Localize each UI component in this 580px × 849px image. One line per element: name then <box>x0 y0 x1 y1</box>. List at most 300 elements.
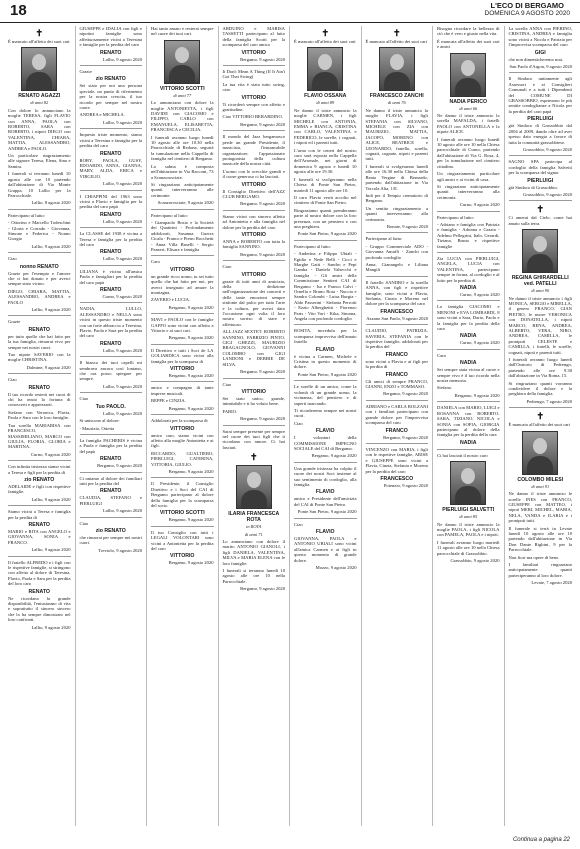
notice-text: ZAVERIO e LUCIA. <box>151 297 191 303</box>
notice-text: Anna, Gianangelo e Liliana Mangili <box>365 261 428 273</box>
notice-text: Non fiori ma opere di bene. <box>508 554 560 560</box>
divider <box>151 477 214 478</box>
notice-text: It Don't Mean A Thing (If It Ain't Got That Swing) <box>222 69 285 80</box>
notice-text: I funerali avranno luogo lunedì 10 agosto alle ore 10.30 nella Parrocchiale di Redona, seguirà la tumulazione nella Cappella di famiglia nel cimitero di Bergamo. <box>151 134 214 162</box>
place-date: Lallio, 9 agosto 2020 <box>31 624 71 630</box>
place-date: Bergamo, 9 agosto 2020 <box>240 251 285 257</box>
notice-text: - Maurizio, Orietta <box>79 425 115 431</box>
notice-text: È mancato all'affetto dei suoi cari <box>365 39 428 44</box>
deceased-name: PIERLUIGI <box>527 116 554 123</box>
deceased-name: RENATO <box>100 49 122 56</box>
age-line: di anni 82 <box>30 100 49 106</box>
notice-text: Sei sempre stata vicina al cuore e sempre vivo è il tuo ricordo nella nostra memoria. <box>437 367 500 384</box>
notice-text: I funerali avranno luogo lunedì dall'Oratorio di Pedrengo, partendo alle ore 9.30 dall'abitazione in Via Roma, 15. <box>508 357 572 379</box>
notice-text: - Adriano e famiglia con Patrizia e famiglia - Adriana e Grazia - Adelmo Pellegrini, Italo, Gerardi, Tiziana, Bruno e rispettive famiglie <box>437 221 500 249</box>
place-date: Lallio, 9 agosto 2020 <box>102 508 142 514</box>
divider <box>366 232 429 233</box>
deceased-name: PIERLUIGI <box>527 177 554 184</box>
place-date: Bergamo, 9 agosto 2020 <box>383 391 428 397</box>
page-header <box>0 0 580 23</box>
age-line: di anni 91 <box>531 483 550 489</box>
notice-text: Lo annunciano con dolore la moglie ANTONIETTA, i figli DAVIDE con GIACOMO e FILIPPO, CARLO con EMANUELA, ELISABETTA, FRANCESCA e CECILIA. <box>151 100 214 133</box>
divider <box>151 344 214 345</box>
place-date: Lallio, 9 agosto 2020 <box>102 181 142 187</box>
age-line: di anni 76 <box>387 100 406 106</box>
notice-text: La CLASSE del 1938 è vicina a Teresa e famiglia per la perdita del caro <box>79 231 142 247</box>
place-date: Curno, 9 agosto 2020 <box>30 451 71 457</box>
divider <box>509 200 573 201</box>
notice-text: un grande ricco uomo, tu sei tutto quello che hai fatto per noi, per averci insegnato ad amare la montagna. <box>151 273 214 295</box>
notice-text: È mancato all'affetto dei suoi cari <box>508 422 571 428</box>
notice-text: I funerali avranno luogo lunedì 10 agosto alle ore 10 nella Chiesa parrocchiale di Curno, partendo dall'abitazione di Via G. Rosa, 4, per la tumulazione nel cimitero cittadino. <box>437 136 500 169</box>
notice-text: - Anderina e Filippo Ubiali - Egidio e Nede Belli - Cicci e Marghe Gatti - Sandro e Pepi Gamba - Daniela Valsecchi e famiglia - Gli amici della Commissione Sentieri CAI di Bergamo - Isa e Franco Calvi - Ornella e Bruno Rota - Nuccia e Sandro Colombi - Luisa Burgia - Aldo Passerini - Stefania Perrotti - Ezzio Albergheitti - Fiorenzo Paris - Vito Vari - Kika, Simona, Angela con profondo cordoglio <box>294 251 357 322</box>
deceased-name: NADIA <box>460 439 477 446</box>
deceased-name: FRANCO <box>385 371 408 378</box>
deceased-name: ILARIA FRANCESCA ROTA <box>228 511 280 524</box>
age-line: di anni 66 <box>459 105 478 111</box>
place-date: Lallio, 9 agosto 2020 <box>31 547 71 553</box>
notice-text: I funerali si svolgeranno lunedì alle ore 16.30 nella Chiesa della Beata Vergine di Bernardo, partendo dall'abitazione in Via Torcola Alta, 1/E. <box>365 163 428 191</box>
notice-text: ROSITA, incredula per la scomparsa improvvisa dell'amato fratello <box>294 328 357 345</box>
notice-text: Grazie <box>79 69 92 75</box>
divider <box>151 209 214 210</box>
notice-text: CLAUDIO, PATRIZIA, SAVERIA, STEFANIA con le rispettive famiglie, addolorati per la perdita del <box>365 328 428 350</box>
notice-text: Il Sindaco unitamente agli Assessori e ai Consiglieri Comunali e a tutti i Dipendenti del COMUNE DI GRASSOBBIO, esprimono le più sentite condoglianze a Nicola per la perdita del caro papà <box>508 76 572 114</box>
notice-text: Ciao <box>79 520 89 526</box>
notice-text: DANIELA con MARIO, LUIGI e ROSANNA con ROBERTO, SARA, TIZIANO, NICOLA e SONIA con SOFIA, GIORGIA partecipano al dolore della famiglia per la perdita della cara <box>437 405 500 438</box>
notice-text: La famiglia GIACOMO e MENONI e EVA LOMBARDI, 8 sono vicini a Sara, Dario, Paolo e la famiglia per la perdita della cara <box>437 304 500 332</box>
place-date: Curno, 9 agosto 2020 <box>102 294 142 299</box>
notice-text: RICCARDO, GUALTIERO, PIERLUIGI, CATERINA, VITTORIA, GIULIO. <box>151 450 214 467</box>
column-4 <box>219 26 291 826</box>
notice-text: Si ringraziano quanti vorranno condividere il dolore e la preghiera della famiglia. <box>508 380 572 397</box>
deceased-name: RENATO <box>28 384 50 391</box>
portrait-photo <box>522 431 558 475</box>
deceased-name: VITTORIO SCOTTI <box>159 510 205 517</box>
divider <box>294 240 357 241</box>
notice-text: ANDREA e MICHELA. <box>79 112 125 118</box>
deceased-name: FRANCESCO <box>380 475 414 482</box>
deceased-name: RENATO <box>100 150 122 157</box>
notice-text: Sarai sempre presente per sempre nel cuore dei tuoi figli che ti ricordano con amore. Ci hai lasciati. <box>222 428 285 450</box>
notice-text: Sei stato unico, grande, inimitabile e ti ho voluto bene. <box>222 395 285 407</box>
notice-text: Ciao <box>8 256 17 262</box>
deceased-name: VITTORIO <box>241 231 266 238</box>
divider <box>294 380 357 381</box>
notice-text: Cara <box>437 352 446 358</box>
portrait-photo <box>450 53 486 97</box>
deceased-name: VITTORIO <box>170 266 195 273</box>
divider <box>223 130 286 131</box>
age-line: in ROTA <box>246 524 262 530</box>
place-date: Bergamo, 9 agosto 2020 <box>168 517 214 523</box>
place-date: Ponte San Pietro, 9 agosto 2020 <box>297 509 357 515</box>
divider <box>80 356 143 357</box>
notice-text: grazie di tutti anni di amicizia, della dedizione nell'organizzazione dei concerti e delle tante emozioni sempre sinfonie dal palco per tutto l'arte e la cultura, per averci dato l'occasione ogni volta il loro nostro sorriso di stare e affettuoso. <box>222 278 285 327</box>
divider <box>223 260 286 261</box>
divider <box>8 460 71 461</box>
deceased-name: nonno RENATO <box>19 263 59 270</box>
divider <box>80 65 143 66</box>
place-date: Levate, 7 agosto 2020 <box>531 580 572 586</box>
deceased-name: VITTORIO <box>241 49 266 56</box>
divider <box>437 401 500 402</box>
divider <box>366 400 429 401</box>
portrait-photo <box>307 47 343 91</box>
divider <box>8 556 71 557</box>
notice-text: NADIA, LULLO, ALESSANDRO e NELLA sono vicini in questo triste momento con un forte abbraccio a Teresina, Flavio, Paola e Sara per la perdita del caro <box>79 306 142 339</box>
notice-text: VINCENZO con MARIA, i figli con le rispettive famiglie, ARISE e GIUSEPPE sono vicini a Flavia, Cinzia, Stefania e Moreno per la perdita del caro <box>365 446 428 474</box>
place-date: Curno, 9 agosto 2020 <box>459 202 500 208</box>
place-date: Lallio, 9 agosto 2020 <box>31 307 71 312</box>
place-date: Bonate, 9 agosto 2020 <box>386 223 428 229</box>
notice-text: Partecipano al lutto: <box>294 243 331 249</box>
notice-text: Caro <box>151 259 160 265</box>
notice-text: che non dimenticheremo mai. <box>508 56 564 62</box>
place-date: Pedrengo, 7 agosto 2020 <box>526 398 572 404</box>
deceased-name: NADIA <box>460 333 477 340</box>
notice-text: Le sorelle di un amico, come la volontà di un grande uomo, la vicinanza, del pensiero e di saperti inarcando. <box>294 384 357 406</box>
notice-text: Tua sorella MARIARISA con FRANCESCO, MASSIMILIANO, MARCO con GIULIA, FLORIA, GLORIA e MARTINA. <box>8 422 71 450</box>
notice-text: Ciao <box>294 521 303 527</box>
place-date: Bergamo, 9 agosto 2020 <box>168 405 214 411</box>
deceased-name: FLAVIO <box>315 489 335 496</box>
deceased-name: VITTORIO <box>241 271 266 278</box>
notice-text: Il fratello ALFREDO e i figli con le rispettive famiglie, si stringono con affetto al dolore di Teresina, Flavio, Paola e Sara per la perdita del loro caro <box>8 559 71 587</box>
deceased-name: RENATO <box>100 287 122 293</box>
age-line: di anni 90 <box>531 288 550 294</box>
deceased-name: RENATO <box>100 211 122 218</box>
notice-text: - Gruppo Commerciale ADO - Giovanna Amuffi - Zanchi con profondo cordoglio <box>365 243 428 260</box>
divider <box>223 378 286 379</box>
notice-text: È mancata all'affetto dei suoi cari e amici <box>437 38 500 50</box>
notice-text: ADELAIDE e figli con rispettive famiglie. <box>8 483 71 495</box>
notice-text: - Giampaolo Bosio e la Società dei Quattrini - Profondamente addolorati, Susanna Guerra Cicala - Franco e Pietro Rocchetti - Anna Villa Buselli - Sergio Panseri, Elisara e famiglia <box>151 219 214 252</box>
place-date: Lallio, 9 agosto 2020 <box>31 243 71 249</box>
deceased-name: zio RENATO <box>95 527 126 534</box>
place-date: Bergamo, 9 agosto 2020 <box>97 463 142 469</box>
place-date: Azzano San Paolo, 9 agosto 2020 <box>366 315 428 321</box>
place-date: Scanzorosciate, 9 agosto 2020 <box>157 200 214 206</box>
deceased-name: GIGI <box>534 49 546 56</box>
age-line: di anni 85 <box>459 514 478 520</box>
deceased-name: FRANCO <box>385 351 408 358</box>
divider <box>8 373 71 374</box>
place-date: Bergamo, 9 agosto 2020 <box>240 586 285 592</box>
deceased-name: zio RENATO <box>24 476 55 483</box>
deceased-name: RENATO <box>28 521 50 528</box>
place-date: Bergamo, 9 agosto 2020 <box>168 335 214 341</box>
notice-text: La salma è composta nell'abitazione in Via Racconi, 73 a Scanzorosciate. <box>151 163 214 180</box>
deceased-name: FLAVIO <box>315 529 335 535</box>
deceased-name: RENATO <box>100 488 122 495</box>
place-date: Bergamo, 9 agosto 2020 <box>454 392 500 398</box>
age-line: di anni 89 <box>316 100 335 106</box>
notice-text: Zia LUCIA con PIERLUIGI, ANGELA, LUCIA con VALENTINA, partecipano sempre in forma, al cordoglio e al lutto per la perdita di <box>437 255 500 283</box>
masthead <box>485 2 571 18</box>
deceased-name: NADIA <box>460 360 477 367</box>
notice-text: Stefano con Veronica, Flavia, Paola e Sara con le loro famiglie. <box>8 409 71 421</box>
notice-text: Ne danno il triste annuncio la moglie CARMEN, i figli MICHELE con ANTONIA, EMMA e BIANCA, CRISTINA con CARLO, VALENTINA e FEDERICO, le sorelle, i cognati, i nipoti ed i parenti tutti. <box>294 107 357 146</box>
notice-text: Siamo vicini a Teresa e famiglia per la perdita di <box>8 509 71 520</box>
place-date: Bergamo, 9 agosto 2020 <box>311 453 357 459</box>
notice-text: I volontari della COMMISSIONE IMPEGNO SOCIALE del CAI di Bergamo. <box>294 435 357 451</box>
place-date: Bergamo, 9 agosto 2020 <box>240 416 285 422</box>
notice-text: Partecipano al lutto: <box>437 214 474 220</box>
divider <box>151 526 214 527</box>
notice-text: Grazie per l'esempio e l'amore che ci hai donato e per averci sempre stato vicino. <box>8 270 71 287</box>
place-date: Bergamo, 9 agosto 2020 <box>240 201 285 207</box>
divider <box>8 209 71 210</box>
notice-text: Con dolore lo annunciano la moglie TERESA, figli FLAVIO con ANNA, PAOLA con ROBERTO, SARA con ROBERTO, i nipoti DIEGO con VALENTINA, CHIARA, MATTIA, ALESSANDRO, ANDREA e PAOLO. <box>8 107 71 151</box>
divider <box>80 265 143 266</box>
place-date: Curno, 9 agosto 2020 <box>459 340 500 346</box>
deceased-name: VITTORIO <box>170 425 195 432</box>
column-2 <box>76 26 148 826</box>
divider <box>437 449 500 450</box>
notice-text: I CHIAPPINI del 1963 sono vicini a Flavio e famiglia per la perdita del caro papà <box>79 193 142 210</box>
notice-text: Ti ricorderò sempre con affetto e gratitudine. <box>222 101 285 113</box>
portrait-photo <box>21 47 57 91</box>
place-date: San Paolo d'Argon, 9 agosto 2020 <box>509 64 572 70</box>
divider <box>8 252 71 253</box>
deceased-name: Tuo PAOLO. <box>95 403 126 410</box>
place-date: Lallio, 9 agosto 2020 <box>102 56 142 62</box>
divider <box>509 407 573 408</box>
deceased-name: FRANCO <box>385 427 408 434</box>
place-date: Bergamo, 9 agosto 2020 <box>240 121 285 127</box>
divider <box>151 381 214 382</box>
divider <box>294 462 357 463</box>
notice-text: LILIANA è vicina all'amica Paola e famigliari per la perdita del caro papà <box>79 268 142 285</box>
notice-text: È mancato all'affetto dei suoi cari <box>294 39 356 44</box>
cross-icon: ✝ <box>321 28 330 38</box>
notice-text: Il Presidente, il Consiglio Direttivo e i Soci del CAI di Bergamo partecipano al dolore della famiglia per la scomparsa del socio <box>151 481 214 508</box>
divider <box>80 128 143 129</box>
notice-text: L'urna con le ceneri del nostro caro sarà esposta nella Cappella dell'Arsenale, nei giorni di domenica 9 agosto e lunedì 10 agosto alle ore 19.30. <box>294 147 357 175</box>
notice-text: Ne danno il triste annuncio i figli MONICA, SERGIO e MIRELLA, il genero FRANCO, GIAN PIETRO, le nuore VERONICA con DONATELLA, i nipoti MARCO, RENA, ANDREA, ALBERTO, VERA, NIRO, ANDREA, CAMILLA, le pronipoti CELESTE e CAMILLA, i fratelli, le sorelle, cognati, nipoti e parenti tutti. <box>508 295 572 355</box>
notice-text: Il caro Flavio verrà accolto nel cimitero di Ponte San Pietro. <box>294 194 357 206</box>
divider <box>366 443 429 444</box>
notice-text: La sorella ANNA con PIERINO, CRISTINA, ANDREA e famiglia sono vicini a Nicola e Patrizia per l'improvvisa scomparsa del caro <box>508 26 572 48</box>
column-3 <box>147 26 219 826</box>
notice-text: ALL JAZZ SEXTET: ROBERTO SANNINO, FABRIZIO PINTO, GIGI GHEZZI, MAURIZIO BRAGAGNOLO, GIOVANNI COLOMBO con GIGI LANDONI e DEBBIE DE SILVA. <box>222 329 285 367</box>
notice-text: Gli amici di sempre FRANCO, GIANNI, ENZO e TOMMASO. <box>365 378 428 390</box>
notice-text: già Sindaco di Grassobbio. <box>508 184 559 190</box>
column-5 <box>290 26 362 826</box>
deceased-name: FLAVIO <box>315 346 335 353</box>
notice-text: Si ringraziano anticipatamente quanti interverranno alle cerimonie. <box>151 181 214 198</box>
notice-text: Ciao <box>79 396 89 402</box>
notice-text: MAVI e PAOLO con le famiglie GAFFO sono vicini con affetto a Vittorio e ai suoi cari. <box>151 317 214 334</box>
deceased-name: RENATO AGAZZI <box>18 93 61 100</box>
deceased-name: RENATO <box>100 249 122 256</box>
divider <box>80 517 143 518</box>
notice-text: Il bianco dei tuoi capelli mi sembrava ancora così lontano, che ora posso spiegare per sempre. <box>79 360 142 382</box>
place-date: Lallio, 9 agosto 2020 <box>102 410 142 416</box>
notice-text: I familiari ringraziano anticipatamente quanti parteciperanno al loro dolore. <box>508 561 572 578</box>
divider <box>80 392 143 393</box>
place-date: Bergamo, 9 agosto 2020 <box>168 560 214 566</box>
deceased-name: VITTORIO <box>241 388 266 395</box>
divider <box>151 414 214 415</box>
deceased-name: COLOMBO MILESI <box>517 476 564 483</box>
notice-text: Ciao VITTORIO BERARDINO. <box>222 114 283 120</box>
divider <box>294 518 357 519</box>
notice-text: Addolorati per la scomparsa di <box>151 418 208 424</box>
column-1 <box>4 26 76 826</box>
divider <box>437 300 500 301</box>
notice-text: Siamo vicini con sincero affetto ad Antonietta e alla famiglia nel dolore per la perdita del caro <box>222 213 285 230</box>
notice-text: È mancato all'affetto dei suoi cari <box>8 39 70 44</box>
notice-text: Tuo nipote SAVERIO con la moglie CHRISTINA. <box>8 352 71 363</box>
notice-text: GIUSEPPE e IDALIA con figli e nipotini famiglie sono affettuosamente vicini a Teresina e famiglie per la perdita del caro <box>79 26 142 48</box>
notice-text: La tua vita è stata tutto swing, caro <box>222 81 285 93</box>
notice-text: - Ottorino e Marcello Todeschini - Gloria e Corrado - Giovanna, Simone e Federica - Nonno Giorgio <box>8 220 71 242</box>
notice-text: Ne danno il triste annuncio le sorelle INES con FRANCO, GIUSEPPE con MATTEO, i nipoti MERI, MICHEL, MARIA, NELA, VANDA e ILARIA e i pronipoti tutti. <box>508 491 572 524</box>
portrait-photo <box>522 229 558 273</box>
column-7 <box>433 26 505 826</box>
deceased-name: VITTORIO <box>241 94 266 101</box>
portrait-photo <box>164 40 200 84</box>
notice-text: Un ringraziamento particolare agli amici e ai vicini di casa. <box>437 171 500 182</box>
place-date: Bergamo, 9 agosto 2020 <box>168 373 214 379</box>
divider <box>366 276 429 277</box>
age-line: di anni 71 <box>244 531 263 537</box>
notice-text: Il funerale si terrà in Levate lunedì 10 agosto alle ore 10 partendo dall'abitazione in Via Don Dante Righini, 9 per la Parrocchiale. <box>508 525 572 553</box>
notice-text: La famiglia PACHERIS è vicina a Paola e famiglia per la perdita del papà <box>79 437 142 454</box>
notice-text: DIEGO, CHIARA, MATTIA, ALESSANDRO, ANDREA e PAOLO <box>8 288 71 305</box>
place-date: Lallio, 9 agosto 2020 <box>102 218 142 224</box>
deceased-name: NADIA <box>460 285 477 291</box>
divider <box>509 155 573 156</box>
notice-text: Hai tanto amato e resterai sempre nel cuore dei tuoi cari. <box>151 26 214 37</box>
divider <box>8 505 71 506</box>
notice-text: Il Consiglio Direttivo dell'AZZ CLUB BERGAMO. <box>222 188 285 199</box>
notice-text: Ci amerai dal Cielo, come hai amato sulla terra. <box>508 215 572 226</box>
place-date: Grassobbio, 9 agosto 2020 <box>523 191 572 197</box>
divider <box>8 315 71 316</box>
notice-text: Ne danno il triste annuncio la moglie FLAVIA, i figli STEFANIA con SILVANO, MICHELE con ZIA con MAURIZIO, MATTIA, JACOPO, MORENO con ALICE, BEATRICE e LEONARDO, fratello, sorella, cognati, cognate, nipoti e parenti tutti. <box>365 107 428 162</box>
notice-text: Partecipano al lutto: <box>151 212 188 218</box>
notice-text: Caro <box>222 264 232 270</box>
place-date: Bergamo, 9 agosto 2020 <box>168 304 214 310</box>
deceased-name: FLAVIO <box>315 428 335 435</box>
notice-text: Ti ricorderemo sempre nei nostri cuori. <box>294 407 357 419</box>
deceased-name: RENATO <box>100 456 122 463</box>
notice-text: Il mondo del Jazz bergamasco perde un grande Presidente, il musicista, l'instancabile organizzatore, l'appassionato protagonista della cultura musicale della nostra città. <box>222 134 285 167</box>
continued-note[interactable]: Continua a pagina 22 <box>512 837 570 843</box>
divider <box>80 472 143 473</box>
place-date: Bergamo, 9 agosto 2020 <box>240 56 285 62</box>
notice-text: Si ringraziano anticipatamente quanti interverranno alla cerimonia. <box>437 183 500 200</box>
cross-icon: ✝ <box>35 28 44 38</box>
place-date: Lallio, 9 agosto 2020 <box>102 256 142 262</box>
column-8 <box>505 26 577 826</box>
notice-text: Ci hai lasciati il nostro caro <box>437 452 488 458</box>
cross-icon: ✝ <box>536 204 545 215</box>
notice-text: Ne danno il triste annuncio la sorella MAFALDA, i fratelli PAOLO con ANTONELLA e la nipote ALICE. <box>437 113 500 135</box>
notice-text: è vicina a Carmen, Michele e Cristina in questo momento di dolore. <box>294 353 357 370</box>
notice-text: Ciao <box>8 377 17 383</box>
notice-text: sono vicini a Flavia e ai figli per la perdita di <box>365 358 428 370</box>
place-date: Potenzio, 9 agosto 2020 <box>383 482 428 488</box>
place-date: Dalmine, 9 agosto 2020 <box>26 364 71 370</box>
notice-text: BEPPE e CINZIA. <box>151 398 186 404</box>
deceased-name: zio RENATO <box>95 76 126 83</box>
divider <box>151 313 214 314</box>
notice-text: Ciao <box>222 381 232 387</box>
divider <box>80 227 143 228</box>
divider <box>80 190 143 191</box>
place-date: Treviolo, 9 agosto 2020 <box>98 547 142 553</box>
place-date: Bergamo, 9 agosto 2020 <box>168 468 214 474</box>
notice-text: ARDUINO e MARISA TASSETTI partecipano al lutto della famiglia Scotti per la scomparsa del caro amico <box>222 26 285 48</box>
divider <box>223 425 286 426</box>
page-number: 18 <box>10 2 27 19</box>
divider <box>366 324 429 325</box>
cross-icon: ✝ <box>249 452 258 463</box>
notice-text: ROBY, PAOLA, GUSY, EDOARDO, ANNA, GIANNA, MARY, ALDA, ERICA e VIRGILIO. <box>79 157 142 179</box>
notice-text: per tutto quello che hai fatto per la tua famiglia, rimarrai vivo per sempre nei nostri cuori. <box>8 333 71 350</box>
notice-text: I funerali avranno luogo martedì 11 agosto alle ore 10 nella Chiesa parrocchiale di Grassobbio. <box>437 539 500 556</box>
notice-text: Stefano. <box>437 385 453 391</box>
deceased-name: VITTORIO SCOTTI <box>159 85 205 92</box>
notice-text: Si uniscono al dolore: <box>79 418 120 424</box>
notice-text: Indi per il Tempio crematorio di Bergamo. <box>365 192 428 204</box>
notice-text: Ringraziamo quanti prenderanno parte al nostro dolore con la loro presenza, con un pensiero e con una preghiera. <box>294 207 357 229</box>
notice-text: Inquesto triste momento, siamo vicini a Teresina e famiglia per la perdita del caro <box>79 132 142 149</box>
portrait-photo <box>236 465 272 509</box>
portrait-photo <box>450 461 486 505</box>
notice-text: Una grande tristezza ha colpito il cuore dei nostri Soci insieme al suo sentimento di cordoglio, alla famiglia. <box>294 465 357 487</box>
deceased-name: FRANCESCO ZANCHI <box>369 93 424 100</box>
deceased-name: PIERLUIGI SALVETTI <box>442 507 495 514</box>
place-date: Lallio, 9 agosto 2020 <box>102 119 142 125</box>
notice-text: amico e compagno di tante imprese musicali. <box>151 385 214 396</box>
notice-text: Il tuo Consiglio con tutti i LEGALI VOLONTARI sono vicini a Antonietta per la perdita del caro <box>151 529 214 551</box>
notice-text: che rimarrai per sempre nei nostri cuori. <box>79 534 142 546</box>
notice-text: Sei stato per noi una persona speciale, un punto di riferimento per la nostra crescita, il tuo ricordo per sempre nel nostro cuore. <box>79 83 142 111</box>
notice-text: FABIO. <box>222 408 238 414</box>
column-6 <box>362 26 434 826</box>
notice-text: Con infinita tristezza siamo vicini a Teresa e figli per la perdita di <box>8 464 71 475</box>
notice-text: I funerali si terranno lunedì 10 agosto alle ore 10 nella Parrocchiale. <box>222 568 285 584</box>
notice-text: Partecipano al lutto: <box>365 236 403 242</box>
deceased-name: VITTORIO <box>241 181 266 188</box>
place-date: Lallio, 9 agosto 2020 <box>102 383 142 389</box>
divider <box>223 210 286 211</box>
deceased-name: RENATO <box>100 340 122 347</box>
notice-text: I funerali si terranno lunedì 10 agosto alle ore 10 partendo dall'abitazione di Via Monte Grappa, 10 Lallio per la Parrocchiale. <box>8 171 71 198</box>
notice-text: Grazie <box>8 319 21 325</box>
place-date: Grassobbio, 9 agosto 2020 <box>523 146 572 152</box>
divider <box>437 349 500 350</box>
notice-text: MARIO e RITA con ANGELO e GIOVANNA, SONIA e FRANCO. <box>8 528 71 545</box>
notice-text: amico e Presidente dell'amicizia del CAI di Ponte San Pietro. <box>294 496 357 507</box>
deceased-name: RENATO <box>28 588 50 595</box>
place-date: Lallio, 8 agosto 2020 <box>31 200 71 206</box>
issue-date: DOMENICA 9 AGOSTO 2020 <box>484 10 570 17</box>
newspaper-name: L'ECO DI BERGAMO <box>490 1 564 10</box>
divider <box>437 211 500 212</box>
divider <box>223 65 286 66</box>
notice-text: già Sindaco di Grassobbio dal 2004 al 2009, dando oltre ad aver spesso dato energia a favore di tutta la comunità grassobbiese. <box>508 123 572 145</box>
notice-text: ADRIANO e CARLA ROLZANI con i familiari partecipano con grande dolore per l'improvvisa scomparsa del caro <box>365 403 428 426</box>
deceased-name: NADIA PERICO <box>449 98 488 105</box>
notice-text: I funerali si svolgeranno nella Chiesa di Ponte San Pietro, martedì 11 agosto alle ore 10. <box>294 176 357 193</box>
notice-text: Ne danno il triste annuncio la moglie PAOLA, i figli NICOLA con PAMELA, PAOLA e i nipoti. <box>437 521 500 538</box>
